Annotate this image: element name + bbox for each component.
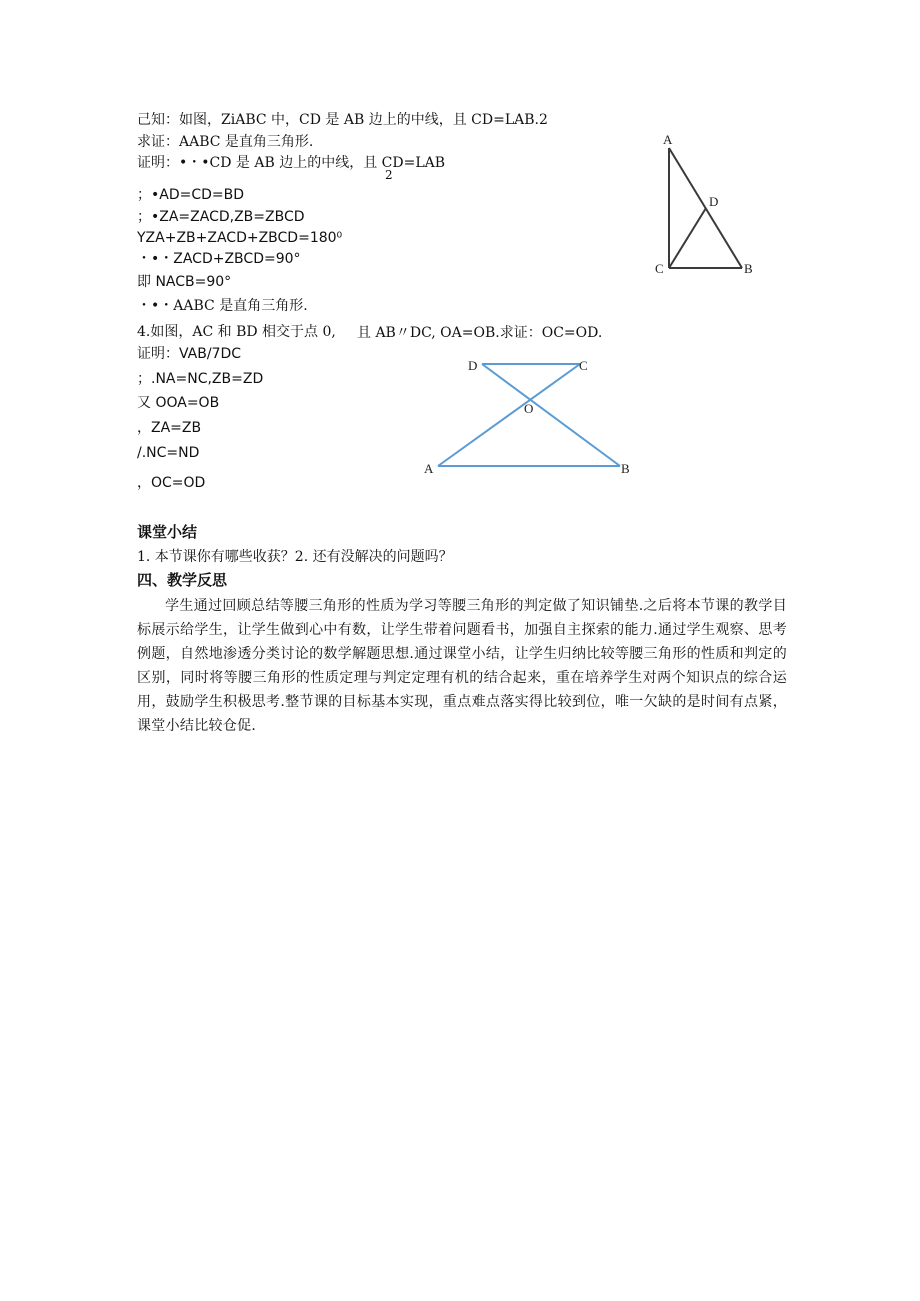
proof-step: ；.NA=NC,ZB=ZD: [137, 371, 264, 387]
proof-step: ・•・AABC 是直角三角形.: [137, 298, 308, 314]
fraction-denominator: 2: [385, 168, 393, 182]
label-b: B: [744, 261, 753, 276]
proof-step: /.NC=ND: [137, 445, 200, 461]
problem4-statement: 4.如图，AC 和 BD 相交于点 0,: [137, 324, 336, 340]
proof-step: 又 OOA=OB: [137, 395, 220, 411]
label-d: D: [709, 194, 719, 209]
label-o: O: [524, 401, 534, 416]
summary-heading: 课堂小结: [137, 523, 198, 541]
segment-ca: [438, 364, 580, 466]
segment-cd: [669, 208, 706, 268]
label-b: B: [621, 461, 630, 476]
label-a: A: [663, 132, 673, 147]
label-c: C: [655, 261, 664, 276]
proof-step: 即 NACB=90°: [137, 274, 232, 290]
crossing-figure: [420, 350, 645, 480]
triangle-figure: [650, 128, 760, 278]
proof-step: YZA+ZB+ZACD+ZBCD=180⁰: [137, 230, 343, 246]
proof-start: 证明：•・•CD 是 AB 边上的中线，且 CD=LAB: [137, 155, 446, 171]
proof-step: ；•ZA=ZACD,ZB=ZBCD: [137, 209, 305, 225]
segment-db: [482, 364, 620, 466]
problem4-statement-cont: 且 AB〃DC, OA=OB.求证：OC=OD.: [357, 325, 603, 341]
prove-statement: 求证：AABC 是直角三角形.: [137, 134, 314, 150]
proof-start: 证明：VAB/7DC: [137, 346, 242, 362]
reflection-heading: 四、教学反思: [137, 571, 228, 589]
label-d: D: [468, 358, 478, 373]
reflection-paragraph: 学生通过回顾总结等腰三角形的性质为学习等腰三角形的判定做了知识铺垫.之后将本节课的教学目标展示给学生，让学生做到心中有数，让学生带着问题看书，加强自主探索的能力.通过学生观察、思考例题，自然地渗透分类讨论的数学解题思想.通过课堂小结，让学生归纳比较等腰三角形的性质和判定的区别，同时将等腰三角形的性质定理与判定定理有机的结合起来，重在培养学生对两个知识点的综合运用，鼓励学生积极思考.整节课的目标基本实现，重点难点落实得比较到位，唯一欠缺的是时间有点紧，课堂小结比较仓促.: [137, 598, 787, 734]
summary-questions: 1. 本节课你有哪些收获？2. 还有没解决的问题吗？: [137, 549, 453, 565]
label-c: C: [579, 358, 588, 373]
proof-step: ・•・ZACD+ZBCD=90°: [137, 251, 301, 267]
given-statement: 己知：如图，ZiABC 中，CD 是 AB 边上的中线，且 CD=LAB.2: [137, 112, 548, 128]
proof-step: ，OC=OD: [137, 475, 206, 491]
proof-step: ；•AD=CD=BD: [137, 187, 245, 203]
proof-step: ，ZA=ZB: [137, 420, 202, 436]
label-a: A: [424, 461, 434, 476]
